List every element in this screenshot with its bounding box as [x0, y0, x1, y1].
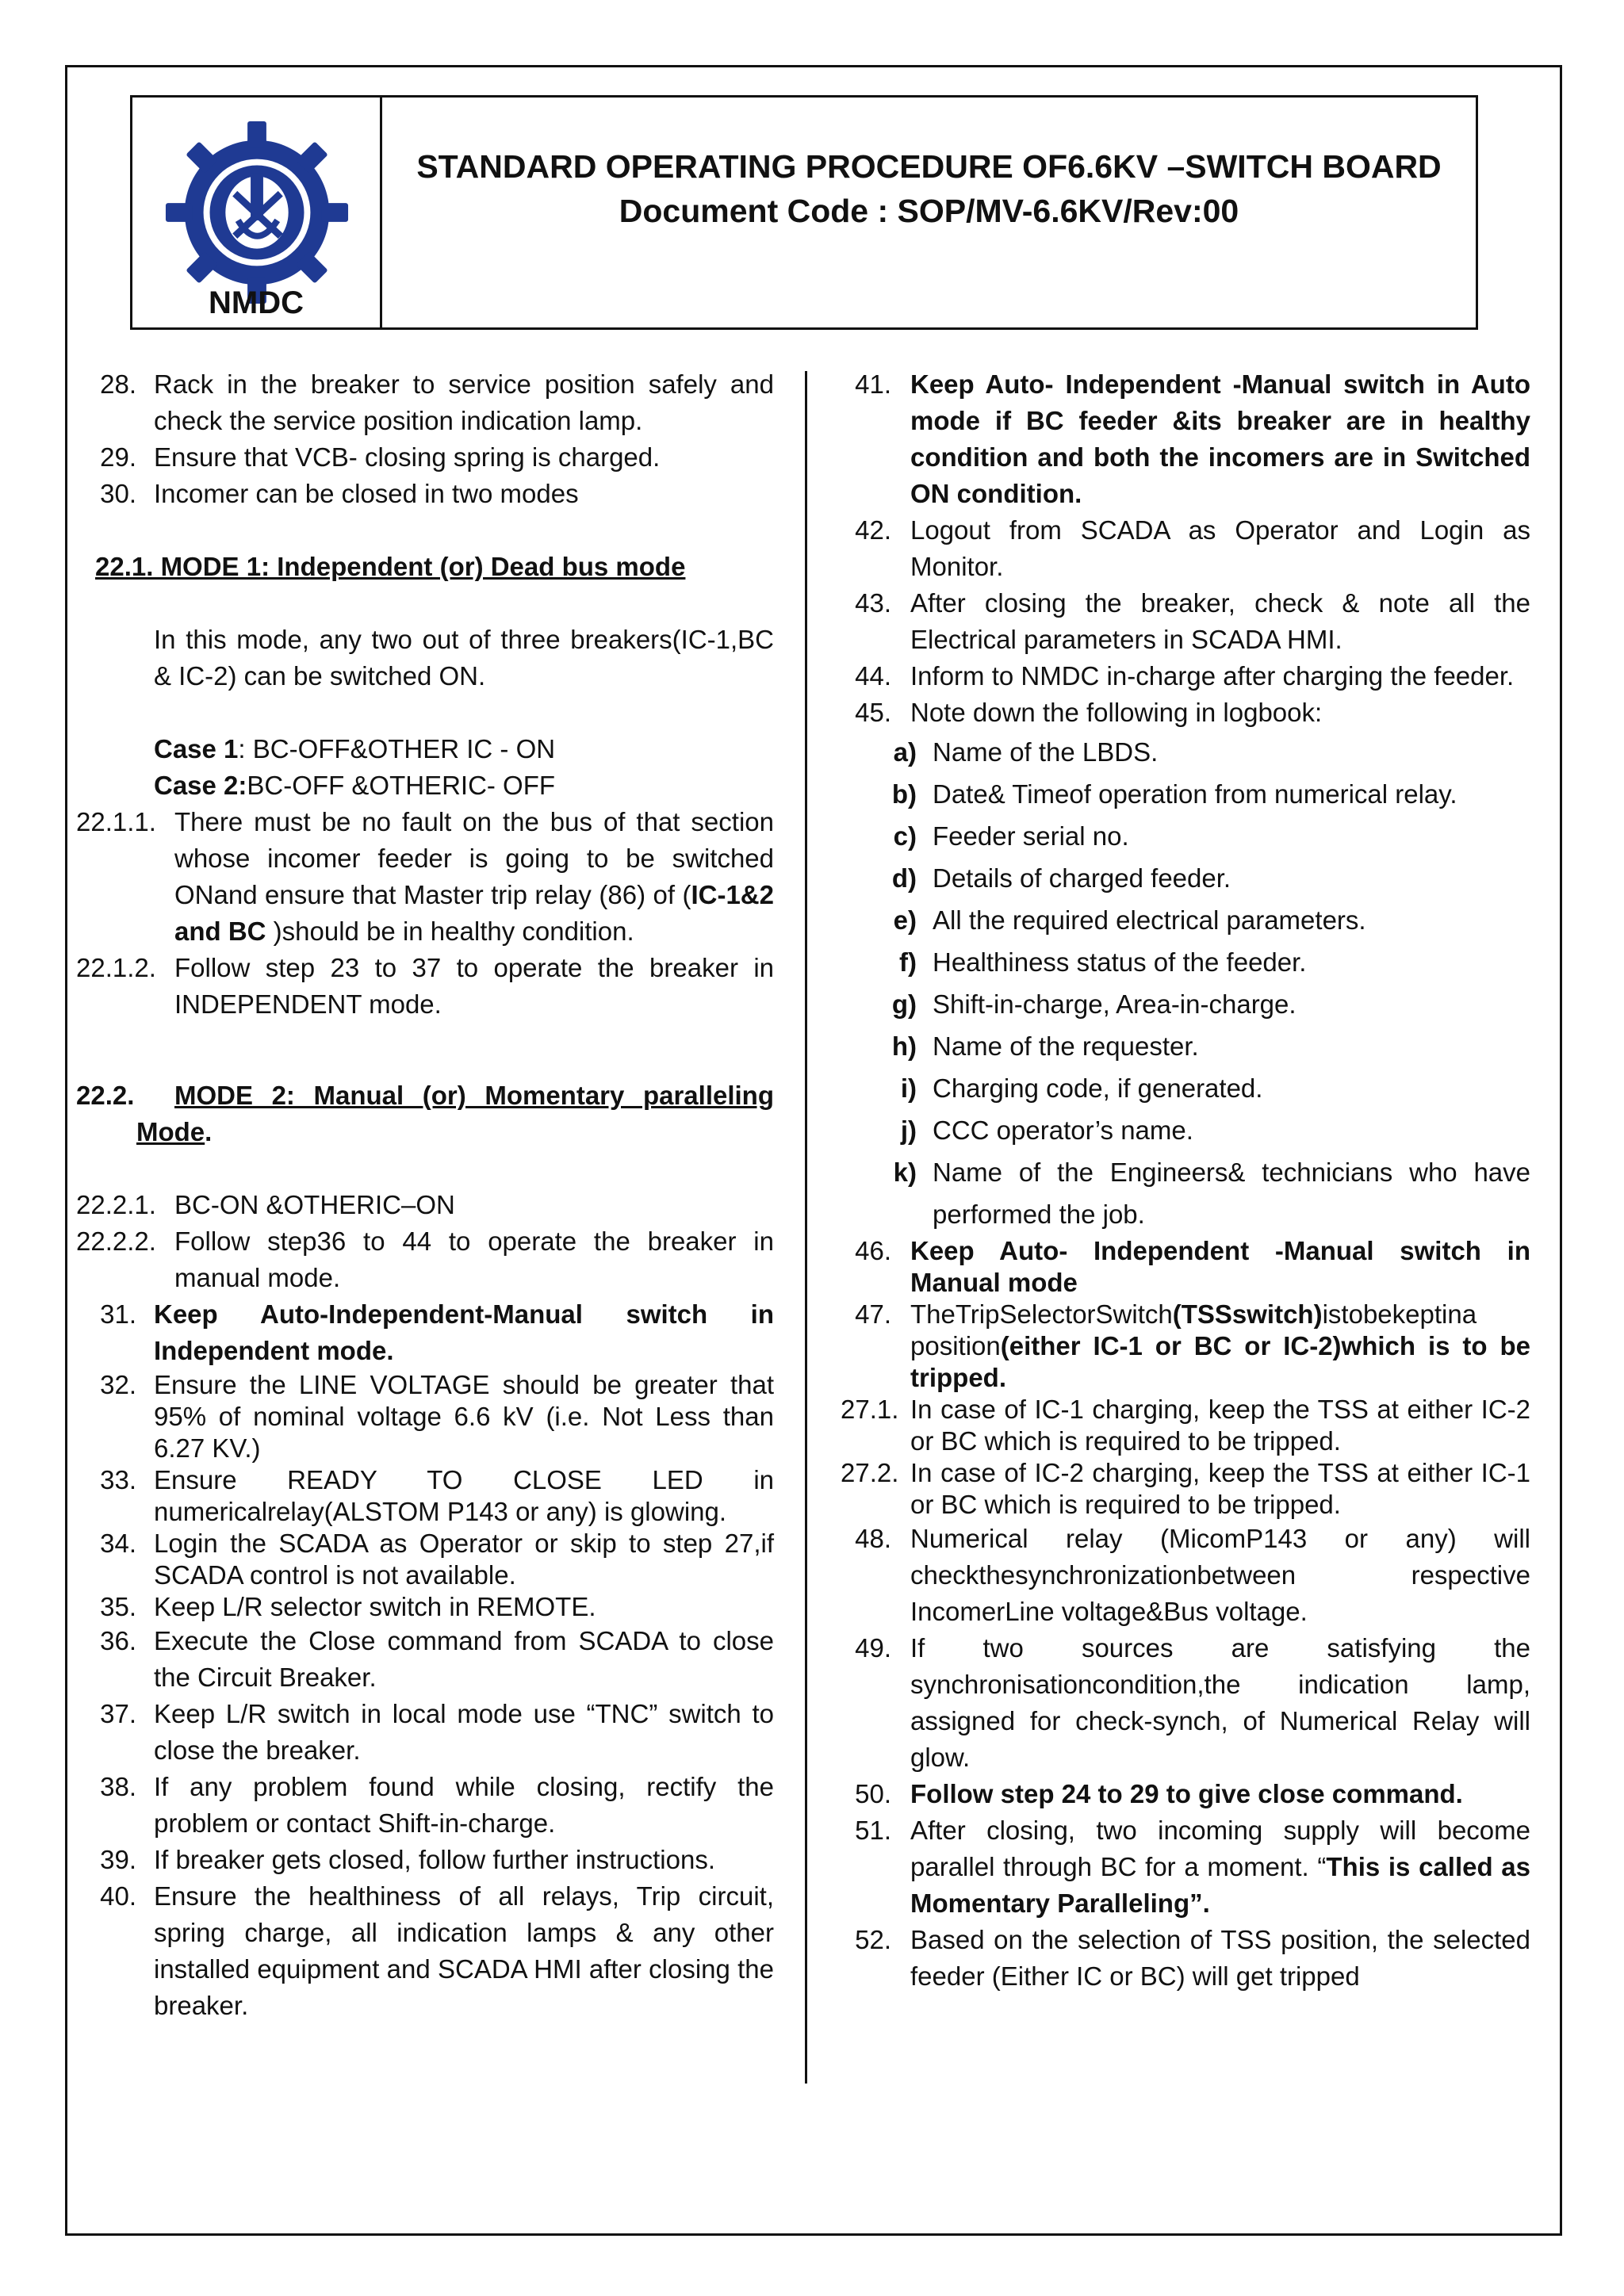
list-item: 32. Ensure the LINE VOLTAGE should be greater that 95% of nominal voltage 6.6 kV (i.e. Not Less than 6.27 KV.) [100, 1370, 774, 1463]
list-item: 51. After closing, two incoming supply will become parallel through BC for a moment. “This is called as Momentary Paralleling”. [855, 1816, 1531, 1918]
nmdc-logo [163, 118, 351, 307]
list-item: 45. Note down the following in logbook: [855, 698, 1323, 727]
list-item: 35. Keep L/R selector switch in REMOTE. [100, 1592, 596, 1621]
list-item: 42. Logout from SCADA as Operator and Login as Monitor. [855, 515, 1530, 581]
document-header [130, 95, 1478, 330]
mode2-heading-cont: Mode. [136, 1117, 213, 1146]
list-item: 22.1.1. There must be no fault on the bus of that section whose incomer feeder is going to be switched ONand ensure that Master trip relay (86) of (IC-1&2 and BC )should be in healthy condition. [76, 807, 774, 946]
list-item: 29. Ensure that VCB- closing spring is charged. [100, 442, 661, 472]
logo-cell [132, 98, 382, 327]
left-column [76, 366, 774, 2024]
list-item: 44. Inform to NMDC in-charge after charging the feeder. [855, 661, 1515, 691]
list-item: 41. Keep Auto- Independent -Manual switch in Auto mode if BC feeder &its breaker are in healthy condition and both the incomers are in Switched ON condition. [855, 369, 1530, 508]
list-item: 22.2.2. Follow step36 to 44 to operate the breaker in manual mode. [76, 1226, 774, 1292]
sub-item: j) CCC operator’s name. [900, 1115, 1193, 1145]
list-item: 31. Keep Auto-Independent-Manual switch in Independent mode. [100, 1299, 774, 1365]
list-item: 38. If any problem found while closing, rectify the problem or contact Shift-in-charge. [100, 1772, 774, 1838]
sub-item: d) Details of charged feeder. [891, 863, 1231, 893]
list-item: 27.1. In case of IC-1 charging, keep the TSS at either IC-2 or BC which is required to be tripped. [841, 1395, 1530, 1456]
mode1-heading: 22.1. MODE 1: Independent (or) Dead bus mode [95, 552, 686, 581]
document-code: Document Code : SOP/MV-6.6KV/Rev:00 [619, 193, 1239, 229]
org-name: NMDC [209, 285, 304, 320]
mode1-paragraph: In this mode, any two out of three breakers(IC-1,BC & IC-2) can be switched ON. [154, 625, 774, 691]
sub-item: h) Name of the requester. [891, 1031, 1199, 1061]
list-item: 49. If two sources are satisfying the synchronisationcondition,the indication lamp, assigned for check-synch, of Numerical Relay will glow. [855, 1633, 1530, 1772]
list-item: 22.1.2. Follow step 23 to 37 to operate the breaker in INDEPENDENT mode. [76, 953, 774, 1019]
list-item: 50. Follow step 24 to 29 to give close command. [855, 1779, 1463, 1808]
column-divider [805, 371, 807, 2084]
case2: Case 2:BC-OFF &OTHERIC- OFF [154, 771, 556, 800]
list-item: 43. After closing the breaker, check & note all the Electrical parameters in SCADA HMI. [855, 588, 1530, 654]
sub-item: k) Name of the Engineers& technicians who have performed the job. [893, 1158, 1530, 1229]
case1: Case 1: BC-OFF&OTHER IC - ON [154, 734, 556, 763]
sub-item: a) Name of the LBDS. [893, 737, 1159, 767]
sub-item: f) Healthiness status of the feeder. [899, 947, 1307, 977]
sub-item: c) Feeder serial no. [893, 821, 1129, 851]
list-item: 47. TheTripSelectorSwitch(TSSswitch)istobekeptina position(either IC-1 or BC or IC-2)which is to be tripped. [855, 1299, 1530, 1392]
list-item: 33. Ensure READY TO CLOSE LED in numericalrelay(ALSTOM P143 or any) is glowing. [100, 1465, 774, 1526]
sub-item: i) Charging code, if generated. [900, 1073, 1263, 1103]
list-item: 36. Execute the Close command from SCADA to close the Circuit Breaker. [100, 1626, 774, 1692]
list-item: 27.2. In case of IC-2 charging, keep the TSS at either IC-1 or BC which is required to be tripped. [841, 1458, 1530, 1519]
sub-item: e) All the required electrical parameters. [893, 905, 1366, 935]
list-item: 48. Numerical relay (MicomP143 or any) will checkthesynchronizationbetween respective IncomerLine voltage&Bus voltage. [855, 1524, 1530, 1626]
list-item: 52. Based on the selection of TSS position, the selected feeder (Either IC or BC) will get tripped [855, 1925, 1530, 1991]
list-item: 39. If breaker gets closed, follow further instructions. [100, 1845, 715, 1874]
sub-item: g) Shift-in-charge, Area-in-charge. [891, 989, 1297, 1019]
title-cell [382, 98, 1476, 327]
list-item: 22.2.1. BC-ON &OTHERIC–ON [76, 1190, 455, 1219]
list-item: 37. Keep L/R switch in local mode use “TNC” switch to close the breaker. [100, 1699, 774, 1765]
list-item: 28. Rack in the breaker to service position safely and check the service position indication lamp. [100, 369, 774, 435]
list-item: 30. Incomer can be closed in two modes [100, 479, 579, 508]
list-item: 46. Keep Auto- Independent -Manual switch in Manual mode [855, 1236, 1530, 1297]
document-title: STANDARD OPERATING PROCEDURE OF6.6KV –SWITCH BOARD [416, 148, 1442, 185]
right-column [841, 366, 1530, 1995]
list-item: 34. Login the SCADA as Operator or skip to step 27,if SCADA control is not available. [100, 1529, 774, 1590]
mode2-heading: 22.2. MODE 2: Manual (or) Momentary paralleling [76, 1081, 774, 1110]
list-item: 40. Ensure the healthiness of all relays, Trip circuit, spring charge, all indication lamps & any other installed equipment and SCADA HMI after closing the breaker. [100, 1881, 774, 2020]
sub-item: b) Date& Timeof operation from numerical relay. [891, 779, 1457, 809]
